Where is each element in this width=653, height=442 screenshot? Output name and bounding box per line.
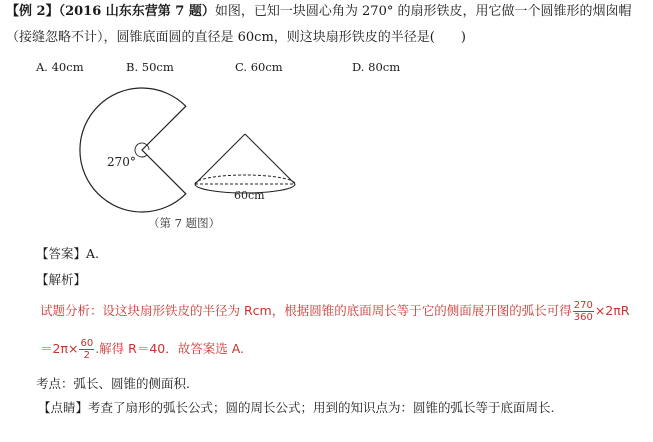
- fraction-numerator: 60: [80, 338, 94, 349]
- question-tag: 【例 2】: [6, 4, 59, 19]
- figure-caption: （第 7 题图）: [148, 216, 221, 230]
- option-d: D. 80cm: [352, 60, 401, 74]
- analysis-part-1: 试题分析：设这块扇形铁皮的半径为 Rcm，根据圆锥的底面周长等于它的侧面展开图的弧长可得: [40, 303, 572, 318]
- analysis-part-2: ×2πR: [594, 303, 630, 318]
- question-text-1: 如图，已知一块圆心角为 270° 的扇形铁皮，用它做一个圆锥形的烟囱帽: [214, 4, 632, 19]
- fraction-numerator: 270: [573, 300, 593, 311]
- analysis-part-3: ＝2π×: [40, 341, 79, 356]
- question-line-1: [6, 4, 631, 20]
- answer-line: 【答案】A.: [36, 246, 100, 261]
- cone-base-back: [195, 175, 295, 184]
- analysis-line-2: [40, 338, 244, 361]
- fraction-270-360: [573, 300, 594, 323]
- key-points: 考点：弧长、圆锥的侧面积.: [36, 376, 190, 391]
- comment-line: [38, 398, 555, 416]
- analysis-line-1: [40, 300, 629, 323]
- problem-figure: [70, 84, 310, 220]
- option-c: C. 60cm: [235, 60, 283, 74]
- cone-diameter-label: 60cm: [234, 189, 265, 202]
- sector-shape: [80, 88, 186, 212]
- sector-angle-label: 270°: [107, 155, 136, 169]
- analysis-part-4: .解得 R＝40．故答案选 A.: [95, 341, 245, 356]
- question-text-2: （接缝忽略不计），圆锥底面圆的直径是 60cm，则这块扇形铁皮的半径是( ): [6, 30, 466, 45]
- comment-text: 考查了扇形的弧长公式；圆的周长公式；用到的知识点为：圆锥的弧长等于底面周长.: [88, 400, 555, 415]
- option-a: A. 40cm: [36, 60, 84, 74]
- answer-options: [36, 60, 456, 76]
- analysis-heading: 【解析】: [36, 272, 87, 287]
- question-line-2: [6, 30, 466, 46]
- figure-svg: [70, 84, 310, 216]
- comment-label: 【点睛】: [38, 400, 89, 415]
- fraction-60-2: [79, 338, 94, 361]
- option-b: B. 50cm: [126, 60, 174, 74]
- fraction-denominator: 2: [83, 350, 90, 361]
- fraction-denominator: 360: [573, 312, 593, 323]
- question-source: （2016 山东东营第 7 题）: [58, 4, 215, 19]
